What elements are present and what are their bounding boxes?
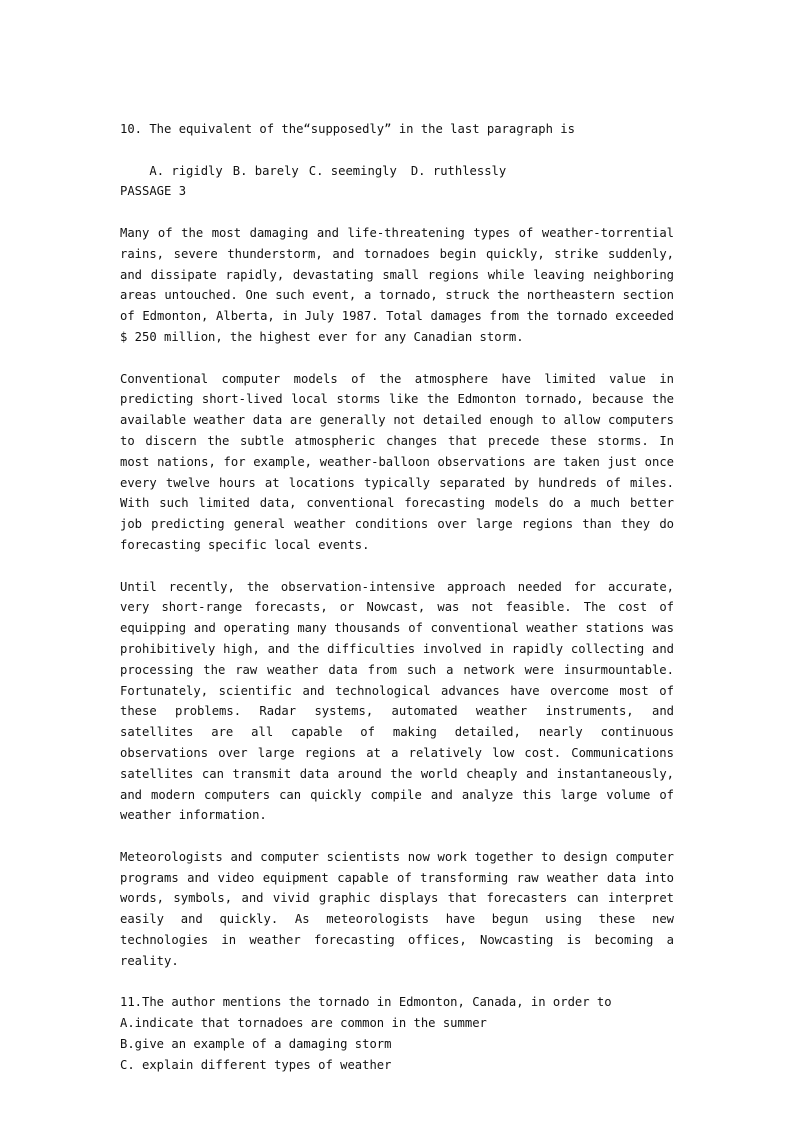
option-c: C. seemingly [308,163,397,178]
document-page [120,119,674,1076]
spacer [120,202,674,223]
question-11-option-a: A.indicate that tornadoes are common in the summer [120,1016,487,1031]
paragraph-1: Many of the most damaging and life-threatening types of weather-torrential rains, severe thunderstorm, and tornadoes begin quickly, strike suddenly, and dissipate rapidly, devastating small regions while leaving neighboring areas untouched. One such event, a tornado, struck the northeastern section of Edmonton, Alberta, in July 1987. Total damages from the tornado exceeded $ 250 million, the highest ever for any Canadian storm. [120,225,674,344]
question-11-option-b: B.give an example of a damaging storm [120,1037,392,1052]
paragraph-4: Meteorologists and computer scientists now work together to design computer programs and video equipment capable of transforming raw weather data into words, symbols, and vivid graphic displays that forecasters can interpret easily and quickly. As meteorologists have begun using these new technologies in weather forecasting offices, Nowcasting is becoming a reality. [120,849,674,968]
paragraph-2: Conventional computer models of the atmosphere have limited value in predicting short-lived local storms like the Edmonton tornado, because the available weather data are generally not detailed enough to allow computers to discern the subtle atmospheric changes that precede these storms. In most nations, for example, weather-balloon observations are taken just once every twelve hours at locations typically separated by hundreds of miles. With such limited data, conventional forecasting models do a much better job predicting general weather conditions over large regions than they do forecasting specific local events. [120,371,674,552]
paragraph-3: Until recently, the observation-intensive approach needed for accurate, very short-range forecasts, or Nowcast, was not feasible. The cost of equipping and operating many thousands of conventional weather stations was prohibitively high, and the difficulties involved in rapidly collecting and processing the raw weather data from such a network were insurmountable. Fortunately, scientific and technological advances have overcome most of these problems. Radar systems, automated weather instruments, and satellites are all capable of making detailed, nearly continuous observations over large regions at a relatively low cost. Communications satellites can transmit data around the world cheaply and instantaneously, and modern computers can quickly compile and analyze this large volume of weather information. [120,579,674,823]
passage-heading: PASSAGE 3 [120,184,187,199]
spacer [120,826,674,847]
spacer [120,348,674,369]
spacer [120,972,674,993]
question-11-option-c: C. explain different types of weather [120,1057,392,1072]
option-b: B. barely [232,163,299,178]
spacer [120,556,674,577]
option-a: A. rigidly [149,163,223,178]
question-10: 10. The equivalent of the“supposedly” in the last paragraph is [120,122,575,136]
option-d: D. ruthlessly [410,163,507,178]
question-11: 11.The author mentions the tornado in Edmonton, Canada, in order to [120,995,612,1010]
question-10-options [120,140,674,178]
